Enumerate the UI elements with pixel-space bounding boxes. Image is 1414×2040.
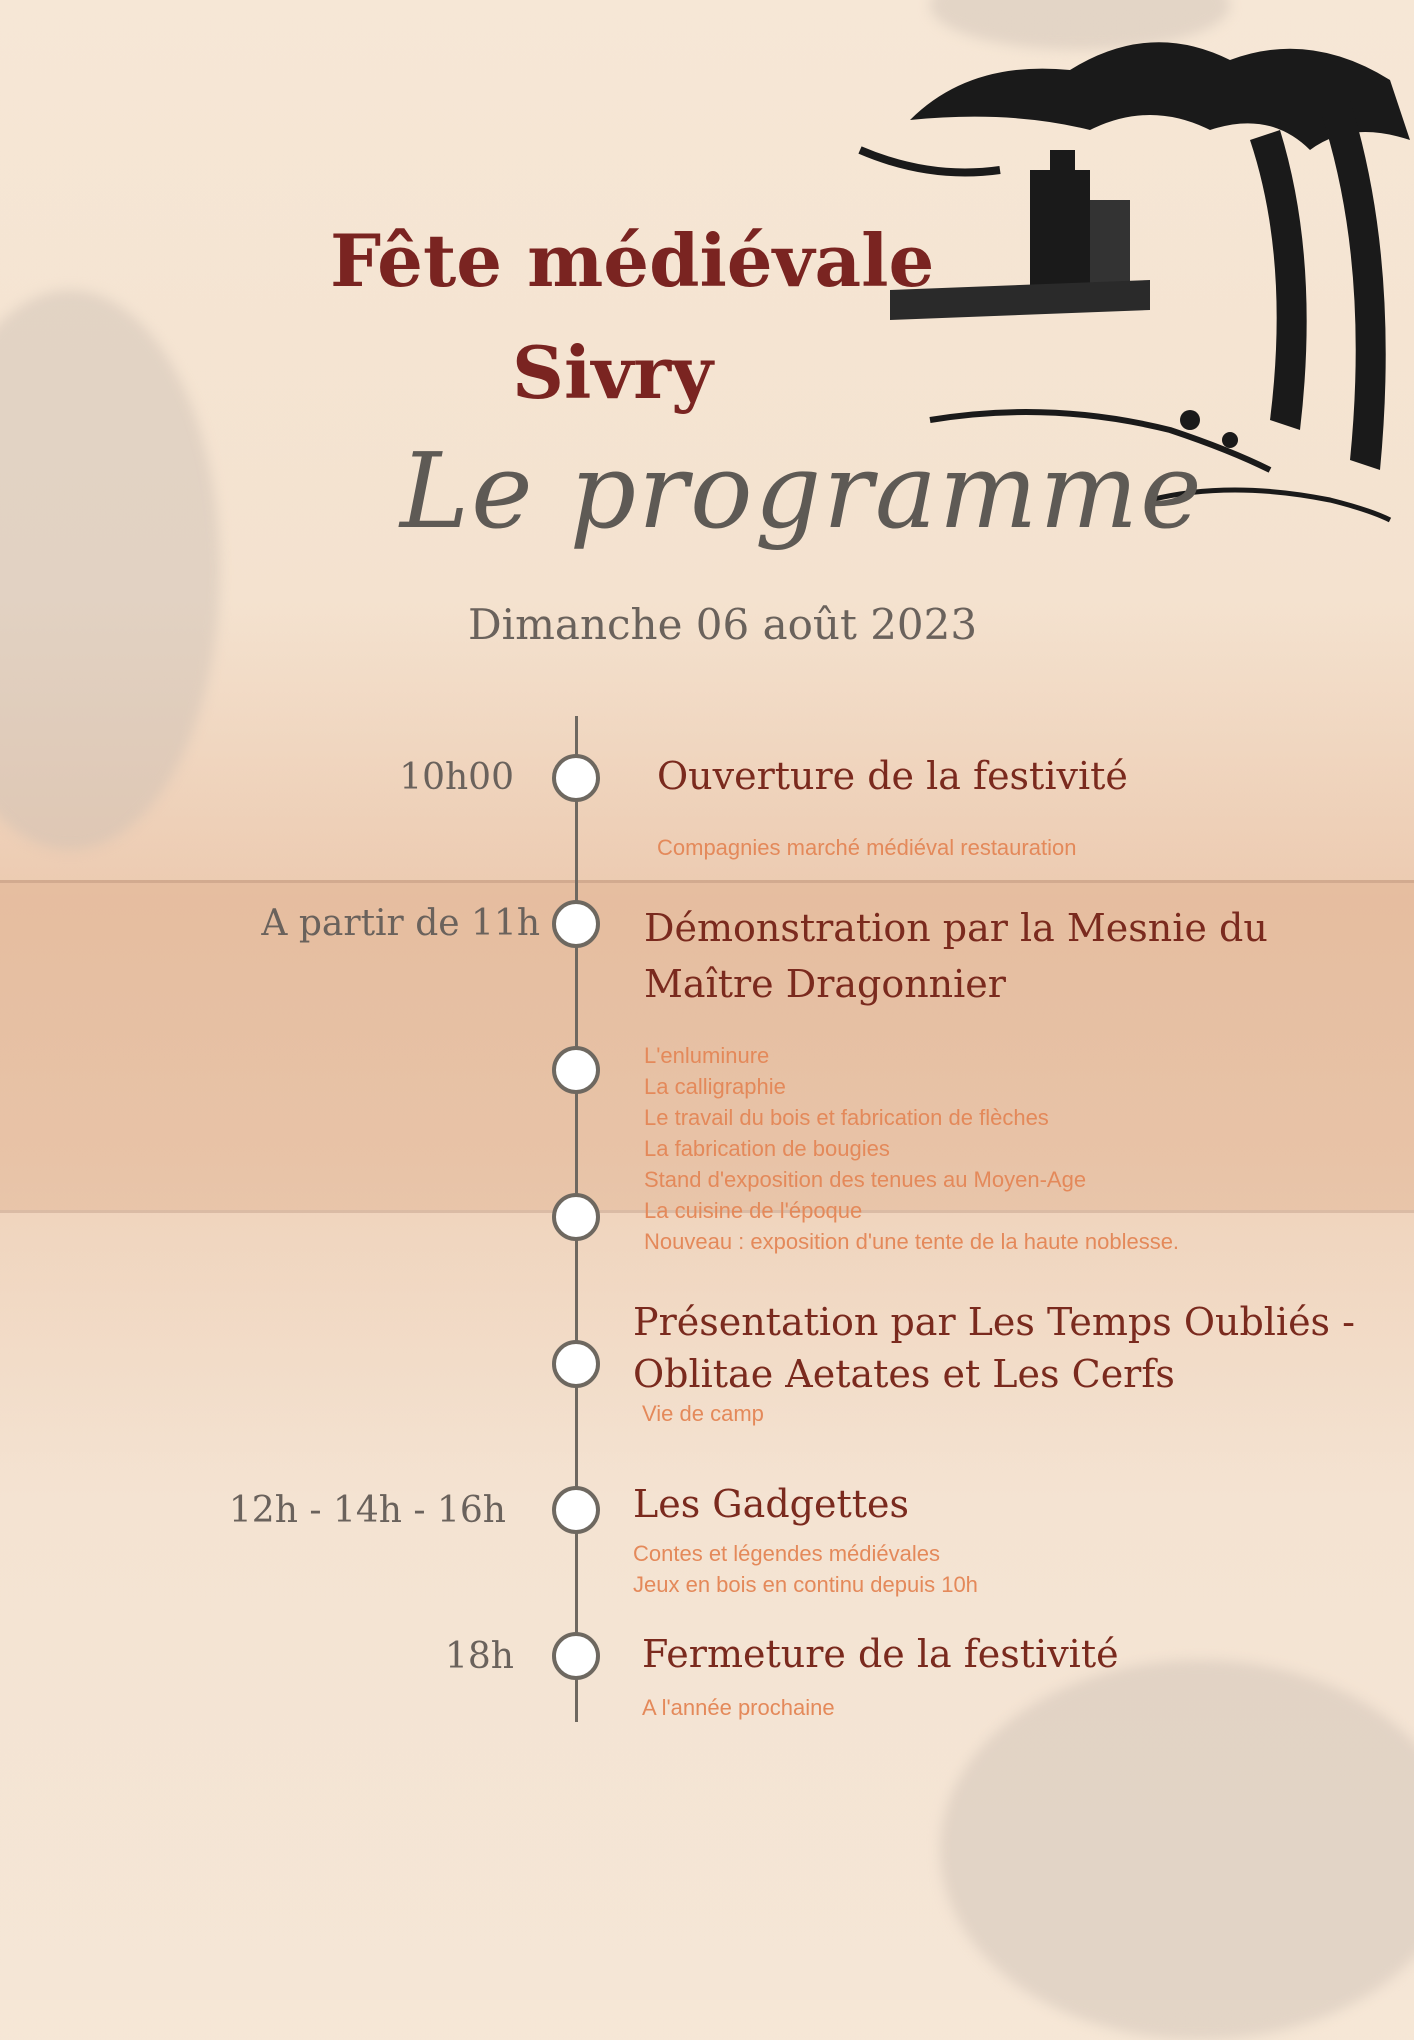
timeline-node [552,1340,600,1388]
timeline-event-title: Ouverture de la festivité [657,754,1128,798]
timeline-event-title: Maître Dragonnier [644,962,1006,1006]
detail-item: Nouveau : exposition d'une tente de la haute noblesse. [644,1229,1180,1254]
event-location: Sivry [512,330,713,415]
detail-item: La cuisine de l'époque [644,1198,863,1223]
programme-heading: Le programme [400,430,1204,552]
detail-item: Stand d'exposition des tenues au Moyen-Age [644,1167,1087,1192]
timeline-event-details: Vie de camp [642,1401,764,1426]
timeline-node [552,1486,600,1534]
detail-item: La calligraphie [644,1074,786,1099]
timeline-time: 10h00 [399,757,514,798]
timeline-node [552,754,600,802]
timeline-node [552,900,600,948]
timeline-event-title: Fermeture de la festivité [642,1632,1119,1676]
timeline-node [552,1046,600,1094]
watercolor-stain [0,290,220,850]
timeline-node [552,1193,600,1241]
timeline-event-title: Les Gadgettes [633,1482,909,1526]
detail-item: Le travail du bois et fabrication de flèches [644,1105,1049,1130]
timeline-event-details [633,1538,978,1600]
timeline-event-details: A l'année prochaine [642,1695,835,1720]
timeline-event-title: Oblitae Aetates et Les Cerfs [633,1352,1175,1396]
timeline-time: A partir de 11h [261,903,540,944]
detail-item: Contes et légendes médiévales [633,1541,940,1566]
detail-item: La fabrication de bougies [644,1136,890,1161]
paper-fold [0,880,1414,883]
timeline-event-details [644,1040,1179,1257]
watercolor-stain [940,1660,1414,2040]
timeline-event-title: Démonstration par la Mesnie du [644,906,1268,950]
event-date: Dimanche 06 août 2023 [468,600,978,649]
detail-item: L'enluminure [644,1043,770,1068]
detail-item: Jeux en bois en continu depuis 10h [633,1572,978,1597]
timeline-time: 18h [445,1636,514,1677]
event-title: Fête médiévale [330,218,935,303]
timeline-node [552,1632,600,1680]
timeline-event-details: Compagnies marché médiéval restauration [657,835,1077,860]
timeline-event-title: Présentation par Les Temps Oubliés - [633,1300,1355,1344]
timeline-time: 12h - 14h - 16h [228,1490,506,1531]
